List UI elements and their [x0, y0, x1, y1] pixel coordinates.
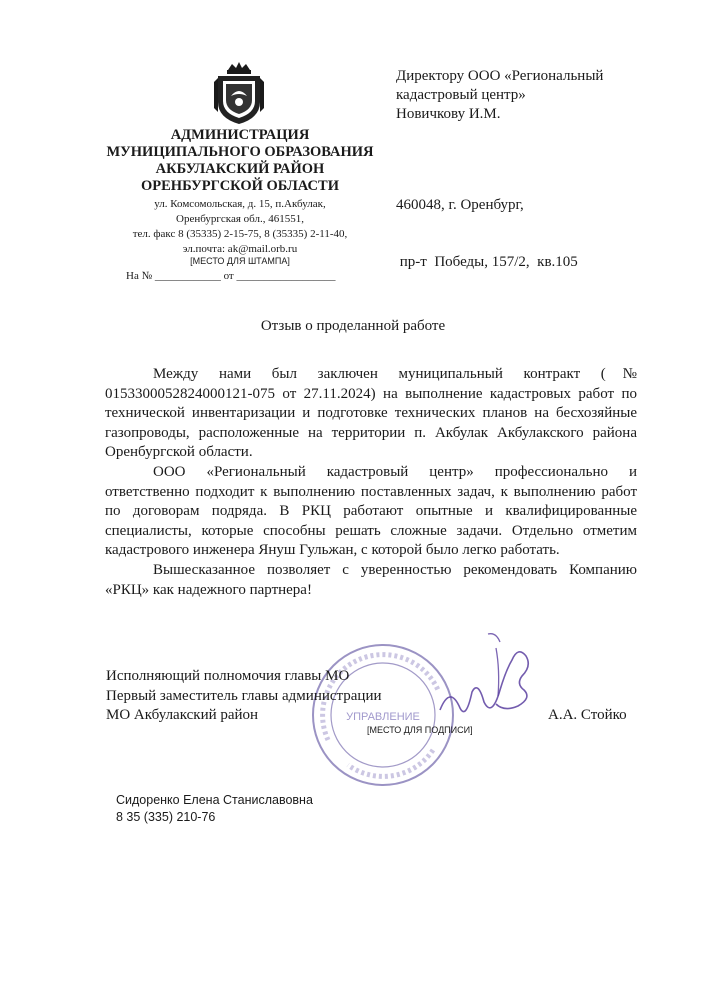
signer-position-line: МО Акбулакский район: [106, 707, 259, 723]
org-address-line: Оренбургская обл., 461551,: [176, 213, 304, 225]
recipient-line: Новичкову И.М.: [396, 106, 501, 122]
recipient-line: Директору ООО «Региональный: [396, 68, 604, 84]
coat-of-arms-icon: [214, 62, 264, 126]
recipient-address: [396, 158, 578, 291]
handwritten-signature: [400, 630, 560, 740]
recipient-address-line: пр-т Победы, 157/2, кв.105: [396, 254, 578, 270]
body-paragraph: ООО «Региональный кадастровый центр» профессионально и ответственно подходит к выполнению поставленных задач, к выполнению работ по договорам подряда. В РКЦ работают опытные и квалифицированные специалисты, которые способны решать сложные задачи. Отдельно отметим кадастрового инженера Януш Гульжан, с которой было легко работать.: [105, 463, 637, 559]
org-name-line: ОРЕНБУРГСКОЙ ОБЛАСТИ: [141, 178, 339, 194]
letter-body: [105, 365, 637, 600]
document-title: Отзыв о проделанной работе: [260, 318, 446, 334]
org-address-line: эл.почта: ak@mail.orb.ru: [182, 243, 298, 255]
signature-block: [106, 667, 382, 726]
executor-block: [116, 792, 313, 826]
org-header: [100, 127, 380, 257]
signer-position-line: Первый заместитель главы администрации: [106, 687, 382, 704]
body-paragraph: Между нами был заключен муниципальный контракт (№ 0153300052824000121-075 от 27.11.2024) на выполнение кадастровых работ по технической инвентаризации и подготовке технических планов на бесхозяйные газопроводы, расположенные на территории п. Акбулак Акбулакского района Оренбургской области.: [105, 366, 637, 461]
recipient-block: [396, 67, 603, 124]
body-paragraph: Вышесказанное позволяет с уверенностью рекомендовать Компанию «РКЦ» как надежного партнера!: [105, 561, 637, 598]
org-address-line: тел. факс 8 (35335) 2-15-75, 8 (35335) 2-11-40,: [132, 228, 348, 240]
org-address: [100, 197, 380, 257]
signature-placeholder: [МЕСТО ДЛЯ ПОДПИСИ]: [367, 725, 473, 735]
recipient-address-line: 460048, г. Оренбург,: [396, 197, 524, 213]
recipient-line: кадастровый центр»: [396, 87, 526, 103]
signer-position-line: Исполняющий полномочия главы МО: [106, 668, 350, 684]
stamp-placeholder: [МЕСТО ДЛЯ ШТАМПА]: [190, 256, 290, 266]
executor-name: Сидоренко Елена Станиславовна: [116, 793, 313, 807]
org-name-line: МУНИЦИПАЛЬНОГО ОБРАЗОВАНИЯ: [106, 144, 374, 160]
org-name-line: АКБУЛАКСКИЙ РАЙОН: [155, 161, 325, 177]
seal-text: УПРАВЛЕНИЕ: [346, 711, 420, 723]
org-address-line: ул. Комсомольская, д. 15, п.Акбулак,: [154, 198, 326, 210]
executor-phone: 8 35 (335) 210-76: [116, 810, 216, 824]
signer-name: А.А. Стойко: [548, 707, 627, 723]
registration-line: На № ____________ от __________________: [126, 270, 336, 282]
org-name-line: АДМИНИСТРАЦИЯ: [170, 127, 310, 143]
